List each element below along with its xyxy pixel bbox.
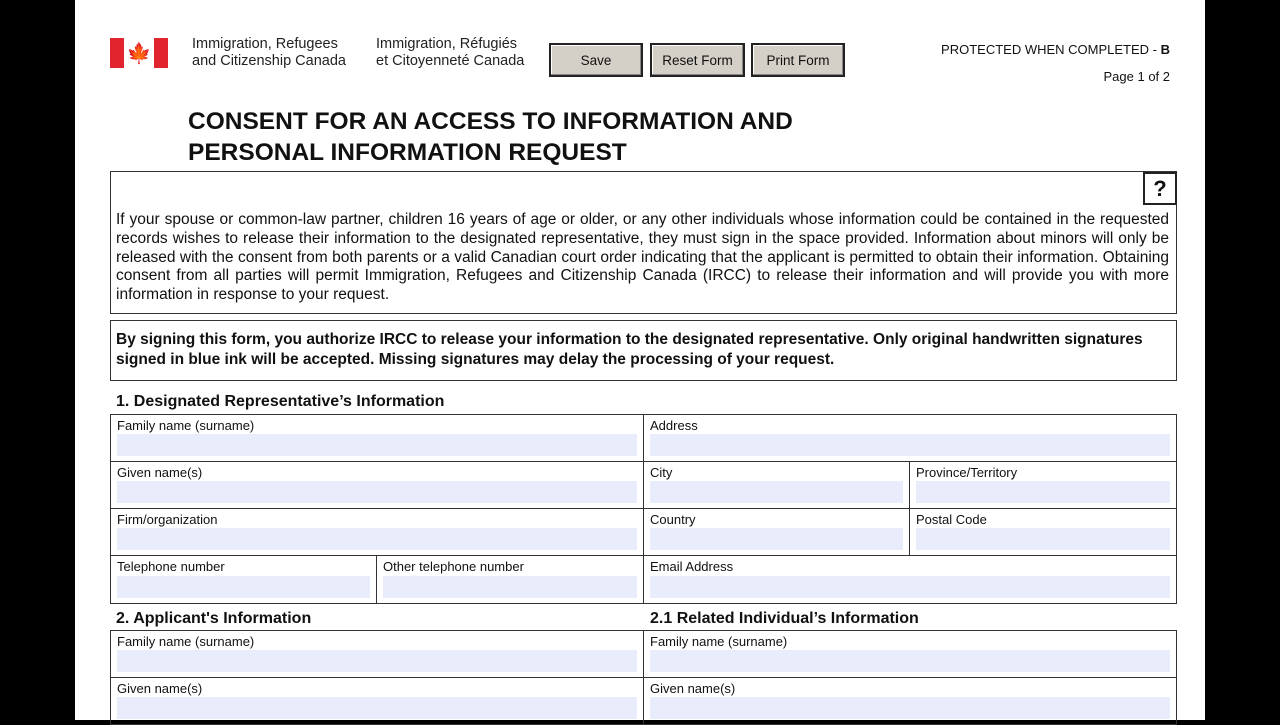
related-given-cell [643,677,1177,725]
section2-title: 2. Applicant's Information [116,610,312,627]
page-number: Page 1 of 2 [1103,69,1170,84]
rep-province-input[interactable] [916,481,1170,503]
postal-label: Postal Code [916,512,987,527]
firm-label: Firm/organization [117,512,218,527]
protected-text: PROTECTED WHEN COMPLETED - [941,42,1161,57]
rep-firm-input[interactable] [117,528,637,550]
dept-fr-line1: Immigration, Réfugiés [376,36,518,52]
province-cell [909,461,1177,509]
save-button[interactable]: Save [549,43,643,77]
page-title [188,106,793,168]
related-given-label: Given name(s) [650,681,736,696]
rep-email-input[interactable] [650,576,1170,598]
other-tel-label: Other telephone number [383,559,524,574]
address-label: Address [650,418,698,433]
department-name-fr [376,36,524,70]
rep-city-input[interactable] [650,481,903,503]
applicant-family-input[interactable] [117,650,637,672]
intro-text: If your spouse or common-law partner, children 16 years of age or older, or any other individuals whose information could be contained in the requested records wishes to release their information to the designated representative, they must sign in the space provided. Information about minors will only be released with the consent from both parents or a valid Canadian court order indicating that the applicant is permitted to obtain their information. Obtaining consent from all parties will permit Immigration, Refugees and Citizenship Canada (IRCC) to release their information and will provide you with more information in response to your request. [116,211,1169,304]
postal-cell [909,508,1177,556]
address-cell [643,414,1177,462]
applicant-family-label: Family name (surname) [117,634,255,649]
reset-form-button[interactable]: Reset Form [650,43,745,77]
given-name-label: Given name(s) [117,465,203,480]
city-label: City [650,465,673,480]
dept-en-line2: and Citizenship Canada [192,53,346,69]
tel-cell [110,555,377,604]
title-line1: CONSENT FOR AN ACCESS TO INFORMATION AND [188,108,793,135]
applicant-given-input[interactable] [117,697,637,719]
rep-tel-input[interactable] [117,576,370,598]
rep-given-name-input[interactable] [117,481,637,503]
firm-cell [110,508,644,556]
warning-text: By signing this form, you authorize IRCC to release your information to the designated representative. Only original handwritten signatures signed in blue ink will be accepted. Missing signatures may delay the processing of your request. [116,331,1143,368]
email-cell [643,555,1177,604]
province-label: Province/Territory [916,465,1018,480]
rep-other-tel-input[interactable] [383,576,637,598]
city-cell [643,461,910,509]
rep-country-input[interactable] [650,528,903,550]
print-form-button[interactable]: Print Form [751,43,845,77]
other-tel-cell [376,555,644,604]
rep-postal-input[interactable] [916,528,1170,550]
department-name-en [192,36,346,70]
title-line2: PERSONAL INFORMATION REQUEST [188,139,627,166]
given-name-cell [110,461,644,509]
family-name-label: Family name (surname) [117,418,255,433]
related-family-label: Family name (surname) [650,634,788,649]
dept-fr-line2: et Citoyenneté Canada [376,53,525,69]
email-label: Email Address [650,559,734,574]
related-family-cell [643,630,1177,678]
canada-flag-logo: 🍁 [110,38,168,68]
tel-label: Telephone number [117,559,225,574]
form-page [75,0,1205,720]
rep-address-input[interactable] [650,434,1170,456]
related-given-input[interactable] [650,697,1170,719]
section21-title: 2.1 Related Individual’s Information [650,610,919,627]
applicant-given-cell [110,677,644,725]
help-button[interactable]: ? [1143,172,1177,205]
applicant-given-label: Given name(s) [117,681,203,696]
protected-level: B [1160,42,1170,57]
related-family-input[interactable] [650,650,1170,672]
dept-en-line1: Immigration, Refugees [192,36,338,52]
country-label: Country [650,512,696,527]
country-cell [643,508,910,556]
rep-family-name-input[interactable] [117,434,637,456]
protected-label [941,42,1170,57]
applicant-family-cell [110,630,644,678]
section1-title: 1. Designated Representative’s Information [116,393,445,410]
family-name-cell [110,414,644,462]
